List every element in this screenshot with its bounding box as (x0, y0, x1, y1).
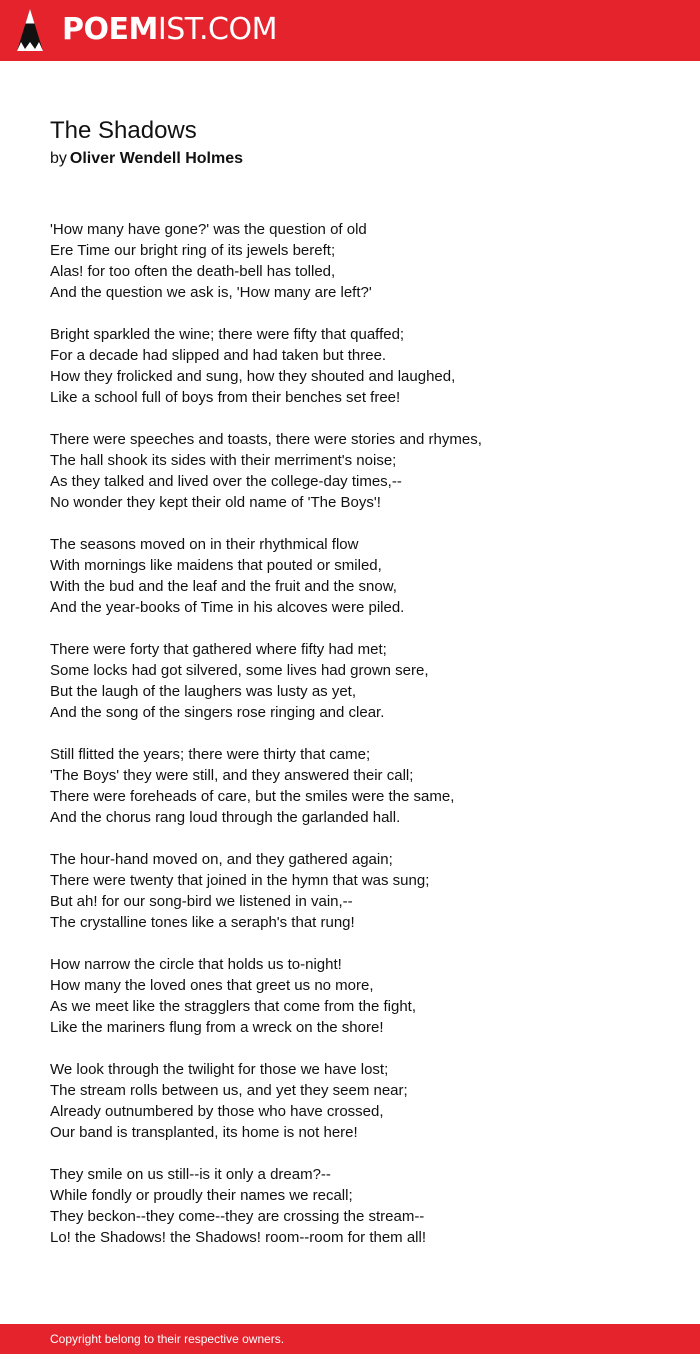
stanza (50, 324, 670, 408)
site-logo[interactable] (62, 12, 277, 48)
poem-line: How many the loved ones that greet us no more, (50, 977, 374, 994)
poem-line: With mornings like maidens that pouted or smiled, (50, 557, 382, 574)
poem-line: The hall shook its sides with their merriment's noise; (50, 452, 397, 469)
stanza (50, 639, 670, 723)
brand-bold: POEM (62, 12, 158, 47)
poem-line: How narrow the circle that holds us to-night! (50, 956, 342, 973)
poem-line: With the bud and the leaf and the fruit and the snow, (50, 578, 397, 595)
poem-line: Like a school full of boys from their benches set free! (50, 389, 401, 406)
poem-line: There were speeches and toasts, there were stories and rhymes, (50, 431, 482, 448)
poem-line: As they talked and lived over the college-day times,-- (50, 473, 402, 490)
poem-line: The hour-hand moved on, and they gathered again; (50, 851, 393, 868)
poem-line: Still flitted the years; there were thirty that came; (50, 746, 371, 763)
poem-line: As we meet like the stragglers that come from the fight, (50, 998, 416, 1015)
poem-line: The stream rolls between us, and yet they seem near; (50, 1082, 408, 1099)
poem-line: The seasons moved on in their rhythmical flow (50, 536, 359, 553)
author-name: Oliver Wendell Holmes (69, 150, 243, 167)
poem-line: There were twenty that joined in the hymn that was sung; (50, 872, 430, 889)
site-footer (0, 1324, 700, 1354)
stanza (50, 849, 670, 933)
poem-line: And the year-books of Time in his alcoves were piled. (50, 599, 405, 616)
poem-line: Lo! the Shadows! the Shadows! room--room for them all! (50, 1229, 427, 1246)
poem-line: Alas! for too often the death-bell has tolled, (50, 263, 336, 280)
poem-line: Our band is transplanted, its home is not here! (50, 1124, 358, 1141)
poem-line: But ah! for our song-bird we listened in vain,-- (50, 893, 353, 910)
by-label: by (50, 150, 67, 167)
poem-line: They smile on us still--is it only a dream?-- (50, 1166, 331, 1183)
poem-line: But the laugh of the laughers was lusty as yet, (50, 683, 357, 700)
poem-title: The Shadows (50, 117, 197, 144)
poem-line: For a decade had slipped and had taken but three. (50, 347, 387, 364)
copyright-text: Copyright belong to their respective owners. (50, 1332, 285, 1346)
stanza (50, 1059, 670, 1143)
poem-line: The crystalline tones like a seraph's that rung! (50, 914, 355, 931)
stanza (50, 429, 670, 513)
poem-line: Bright sparkled the wine; there were fifty that quaffed; (50, 326, 405, 343)
poem-line: Ere Time our bright ring of its jewels bereft; (50, 242, 336, 259)
poem-line: There were forty that gathered where fifty had met; (50, 641, 387, 658)
poem-line: And the question we ask is, 'How many are left?' (50, 284, 372, 301)
poem-line: We look through the twilight for those we have lost; (50, 1061, 389, 1078)
poem-line: Already outnumbered by those who have crossed, (50, 1103, 384, 1120)
stanza (50, 219, 670, 303)
site-header (0, 0, 700, 61)
stanza (50, 1164, 670, 1248)
poem-line: They beckon--they come--they are crossing the stream-- (50, 1208, 425, 1225)
poem-line: How they frolicked and sung, how they shouted and laughed, (50, 368, 456, 385)
poem-line: No wonder they kept their old name of 'The Boys'! (50, 494, 381, 511)
stanza (50, 534, 670, 618)
brand-light: IST.COM (157, 12, 277, 47)
poem-line: There were foreheads of care, but the smiles were the same, (50, 788, 455, 805)
poem-body (50, 219, 670, 1269)
stanza (50, 954, 670, 1038)
poem-line: 'How many have gone?' was the question of old (50, 221, 367, 238)
poem-line: While fondly or proudly their names we recall; (50, 1187, 353, 1204)
poem-line: And the song of the singers rose ringing and clear. (50, 704, 385, 721)
poem-line: And the chorus rang loud through the garlanded hall. (50, 809, 401, 826)
stanza (50, 744, 670, 828)
poem-line: 'The Boys' they were still, and they answered their call; (50, 767, 414, 784)
poem-line: Some locks had got silvered, some lives had grown sere, (50, 662, 429, 679)
pencil-icon[interactable] (17, 9, 43, 51)
poem-line: Like the mariners flung from a wreck on the shore! (50, 1019, 384, 1036)
byline (50, 148, 243, 170)
